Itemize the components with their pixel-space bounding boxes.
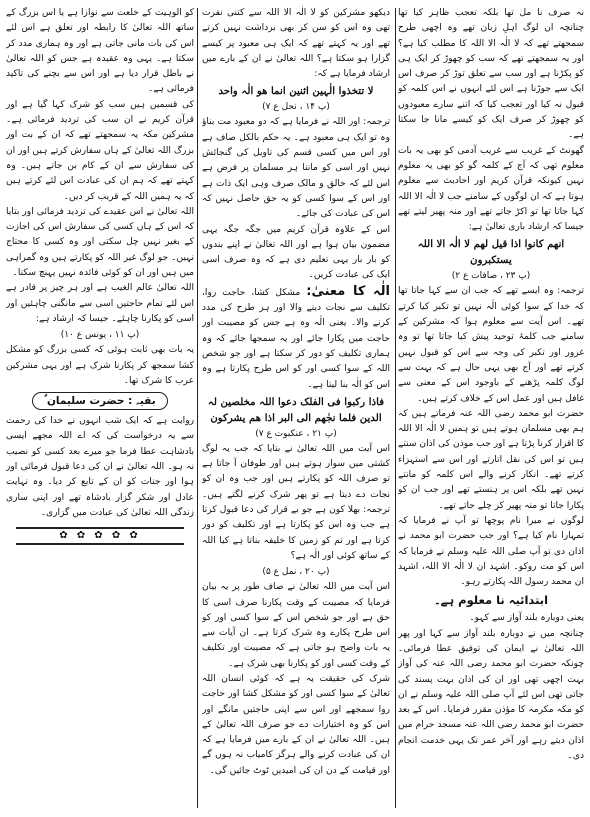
paragraph: اللہ تعالیٰ عالم الغیب ہے اور ہر چیز پر قادر ہے اس لئے تمام حاجتیں اسی سے مانگنی چاہئیں اور اسی کو پکارنا چاہئے۔ جیسا کہ ارشاد ہے: <box>6 283 194 324</box>
column-divider-left <box>197 8 198 808</box>
ornamental-border: ✿ ✿ ✿ ✿ ✿ <box>16 527 184 545</box>
verse-reference: (پ ۱۱ ، یونس ع ۱۰) <box>60 330 140 341</box>
ilah-heading: الٰہ کا معنیٰ: <box>306 283 390 299</box>
paragraph: اس آیت میں اللہ تعالیٰ نے بتایا کہ جب یہ لوگ کشتی میں سوار ہوتے ہیں اور طوفان آ جاتا ہے تو صرف اللہ کو پکارتے ہیں اور جب وہ ان کو نجات دے دیتا ہے تو پھر شرک کرنے لگتے ہیں۔ ترجمہ: بھلا کون ہے جو بے قرار کی دعا قبول کرتا ہے جب وہ اس کو پکارتا ہے اور تکلیف کو دور کرتا ہے اور تم کو زمین کا خلیفہ بناتا ہے کیا اللہ کے ساتھ کوئی اور الٰہ ہے؟ <box>202 443 390 561</box>
verse-reference: (پ ۲۰ ، نمل ع ۵) <box>262 567 330 578</box>
paragraph: کی قسمیں ہیں سب کو شرک کہا گیا ہے اور قرآن کریم نے ان سب کی تردید فرمائی ہے۔ مشرکین مکہ یہ سمجھتے تھے کہ ان کے بت اور بزرگ اللہ تعالیٰ کے ہاں سفارش کرتے ہیں اور ان کی سفارش سے ان کے کام بن جاتے ہیں۔ وہ کہتے تھے کہ ہم ان کی عبادت اس لئے کرتے ہیں کہ یہ ہمیں اللہ کے قریب کر دیں۔ <box>6 99 194 202</box>
verse-reference: (پ ۲۱ ، عنکبوت ع ۷) <box>255 428 337 439</box>
continuation-box-heading: بقیہ : حضرت سلیمان ؑ <box>32 392 168 410</box>
arabic-verse: فاذا رکبوا فی الفلک دعوا اللہ مخلصین لہ الدین فلما نجٰھم الی البر اذا ھم یشرکون <box>207 395 385 424</box>
verse-reference: (پ ۲۳ ، صافات ع ۲) <box>451 271 531 282</box>
arabic-verse: انھم کانوا اذا قیل لھم لا الٰہ الا اللہ یستکبرون <box>417 238 565 267</box>
paragraph: نہ صرف نا مل تھا بلکہ تعجب ظاہر کیا تھا چنانچہ ان لوگ اہلِ زبان تھے وہ اچھی طرح سمجھتے تھے کہ لا الٰہ الا اللہ کا مطلب کیا ہے؟ اور یہ سمجھتے تھے کہ سب کو چھوڑ کر ایک ہی کو پکڑنا ہے اور سب سے تعلق توڑ کر صرف اس ایک سے جوڑنا ہے اس لئے انہوں نے اس کلمہ کو قبول نہ کیا اور تعجب کیا کہ اتنے سارے معبودوں کو چھوڑ کر صرف ایک کو کیسے مانا جا سکتا ہے۔ <box>398 8 584 141</box>
paragraph: روایت ہے کہ ایک شب انہوں نے خدا کی رحمت سے یہ درخواست کی کہ اے اللہ مجھے ایسی بادشاہت عطا فرما جو میرے بعد کسی کو نصیب نہ ہو۔ اللہ تعالیٰ نے ان کی دعا قبول فرمائی اور ہوا اور جنات کو ان کے تابع کر دیا۔ وہ نہایت عادل اور شکر گزار بادشاہ تھے اور اپنی ساری زندگی اللہ تعالیٰ کی عبادت میں گزاری۔ <box>6 416 194 518</box>
paragraph: ترجمہ: اور اللہ نے فرمایا ہے کہ دو معبود مت بناؤ وہ تو ایک ہی معبود ہے۔ یہ حکم بالکل صاف ہے اور اس میں کسی قسم کی تاویل کی گنجائش نہیں اور اسی کو ماننا ہر مسلمان پر فرض ہے اس لئے کہ خالق و مالک صرف وہی ایک ذات ہے اور اس کے سوا کسی کو یہ حق حاصل نہیں کہ اس کی عبادت کی جائے۔ <box>202 117 390 220</box>
paragraph: یہ بات بھی ثابت ہوئی کہ کسی بزرگ کو مشکل کشا سمجھ کر پکارنا شرک ہے اور یہی مشرکین عرب کا شرک تھا۔ <box>6 345 194 386</box>
paragraph: چنانچہ میں نے دوبارہ بلند آواز سے کہا اور پھر اللہ تعالیٰ نے ایمان کی توفیق عطا فرمائی۔ چونکہ حضرت ابو محمد رضی اللہ عنہ کی آواز بہت اچھی تھی اور ان کی اذان بہت پسند کی جاتی تھی اس لئے آپ صلی اللہ علیہ وسلم نے ان کو مکہ مکرمہ کا مؤذن مقرر فرمایا۔ اس کے بعد حضرت ابو محمد رضی اللہ عنہ مسجد حرام میں اذان دیتے رہے اور آخر عمر تک یہی خدمت انجام دی۔ <box>398 628 584 762</box>
paragraph: دیکھو مشرکین کو لا الٰہ الا اللہ سے کتنی نفرت تھی وہ اس کو سن کر بھی برداشت نہیں کرتے تھے اور یہ کہتے تھے کہ ایک ہی معبود پر کیسے گزارا ہو سکتا ہے؟ اللہ تعالیٰ نے ان کے بارے میں ارشاد فرمایا ہے کہ: <box>202 8 390 80</box>
paragraph: یعنی دوبارہ بلند آواز سے کہو۔ <box>469 613 584 624</box>
right-text-column <box>398 6 584 810</box>
ilah-definition <box>202 284 390 393</box>
middle-text-column <box>202 6 390 810</box>
paragraph: اس کے علاوہ قرآن کریم میں جگہ جگہ یہی مضمون بیان ہوا ہے اور اللہ تعالیٰ نے اپنے بندوں کو بار بار یہی تعلیم دی ہے کہ وہ صرف اسی ایک کی عبادت کریں۔ <box>202 224 390 281</box>
paragraph: لوگوں نے میرا نام پوچھا تو آپ نے فرمایا کہ تمہارا نام کیا ہے؟ اور جب حضرت ابو محمد نے اذان دی تو آپ صلی اللہ علیہ وسلم نے فرمایا کہ اس کو مت روکو۔ اشہد ان لا الٰہ الا اللہ، اشہد ان محمد رسول اللہ پکارتے رہو۔ <box>398 515 584 588</box>
paragraph: کو الوہیت کے خلعت سے نوازا ہے یا اس بزرگ کے ساتھ اللہ تعالیٰ کا رابطہ اور تعلق ہے اس لئے اس کی بات مانی جاتی ہے اور وہ ہماری مدد کر سکتا ہے۔ یہی وہ عقیدہ ہے جس کو اللہ تعالیٰ نے باطل قرار دیا ہے اور اس سے بچنے کی تاکید فرمائی ہے۔ <box>6 8 194 95</box>
section-heading: ابتدائیہ نا معلوم ہے۔ <box>433 593 549 608</box>
arabic-verse: لا تتخذوا الٰہین اثنین انما ھو الٰہ واحد <box>218 85 374 98</box>
paragraph: گھونٹ کے غریب سے غریب آدمی کو بھی یہ بات معلوم تھی کہ آج کے کلمہ گو کو بھی یہ معلوم نہیں کیونکہ قرآن کریم اور احادیث سے معلوم ہوتا ہے کہ ان لوگوں کے سامنے جب لا الٰہ الا اللہ کہا جاتا تھا تو اکڑ جاتے تھے اور منہ پھیر لیتے تھے جیسا کہ ارشاد باری تعالیٰ ہے: <box>398 145 584 233</box>
paragraph: اللہ تعالیٰ نے اس عقیدے کی تردید فرمائی اور بتایا کہ اس کے ہاں کسی کی سفارش اس کی اجازت کے بغیر نہیں چل سکتی اور وہ کسی کا محتاج نہیں۔ جو لوگ غیر اللہ کو پکارتے ہیں وہ گمراہی میں ہیں اور ان کو کوئی فائدہ نہیں پہنچ سکتا۔ <box>6 206 194 279</box>
left-text-column <box>6 6 194 810</box>
paragraph: حضرت ابو محمد رضی اللہ عنہ فرماتے ہیں کہ ہم بھی مسلمان ہوتے ہیں تو ہمیں لا الٰہ الا اللہ کا اقرار کرنا پڑتا ہے اور جب موذن کی اذان سنتے ہیں تو اس کی نقل اتارتے اور اس سے استہزاء کرتے تھے۔ انکار کرنے والے اس کلمہ کو مانتے نہیں تھے بلکہ اس پر ہنستے تھے اور جب ان کو پکارا جاتا تو منہ پھیر کر چلے جاتے تھے۔ <box>398 408 584 511</box>
column-divider-right <box>395 8 396 808</box>
paragraph: شرک کی حقیقت یہ ہے کہ کوئی انسان اللہ تعالیٰ کے سوا کسی اور کو مشکل کشا اور حاجت روا سمجھے اور اس سے اپنی حاجتیں مانگے اور اس کو وہ اختیارات دے جو صرف اللہ تعالیٰ کے ہیں۔ اللہ تعالیٰ نے ان کے بارے میں فرمایا ہے کہ ان کی عبادت کرنے والے ہرگز کامیاب نہ ہوں گے اور قیامت کے دن ان کی امیدیں ٹوٹ جائیں گی۔ <box>202 673 390 776</box>
ilah-text: مشکل کشا، حاجت روا، تکلیف سے نجات دینے والا اور ہر طرح کی مدد کرنے والا۔ یعنی الٰہ وہ ہے جس کو مصیبت اور حاجت میں پکارا جائے اور یہ سمجھا جائے کہ وہ ہماری تکلیف کو دور کر سکتا ہے اور جو شخص اللہ کے سوا کسی اور کو اس طرح پکارتا ہے وہ اس کو الٰہ بنا لیتا ہے۔ <box>202 287 390 390</box>
paragraph: ترجمہ: وہ ایسے تھے کہ جب ان سے کہا جاتا تھا کہ خدا کے سوا کوئی الٰہ نہیں تو تکبر کیا کرتے تھے۔ اس آیت سے معلوم ہوا کہ مشرکین کے سامنے جب کلمۂ توحید پیش کیا جاتا تھا تو وہ غرور اور تکبر کی وجہ سے اس کو قبول نہیں کرتے تھے اور آج بھی یہی حال ہے کہ بہت سے لوگ کلمہ پڑھنے کے باوجود اس کے معنی سے غافل ہیں اور عمل اس کے خلاف کرتے ہیں۔ <box>398 286 584 404</box>
verse-reference: (پ ۱۴ ، نحل ع ۷) <box>262 102 330 113</box>
paragraph: اس آیت میں اللہ تعالیٰ نے صاف طور پر یہ بیان فرمایا کہ مصیبت کے وقت پکارنا صرف اسی کا حق ہے اور جو شخص اس کے سوا کسی اور کو اس طرح پکارے وہ شرک کرتا ہے۔ ان آیات سے یہ بات واضح ہو جاتی ہے کہ مصیبت اور تکلیف کے وقت کسی اور کو پکارنا بھی شرک ہے۔ <box>202 582 390 669</box>
